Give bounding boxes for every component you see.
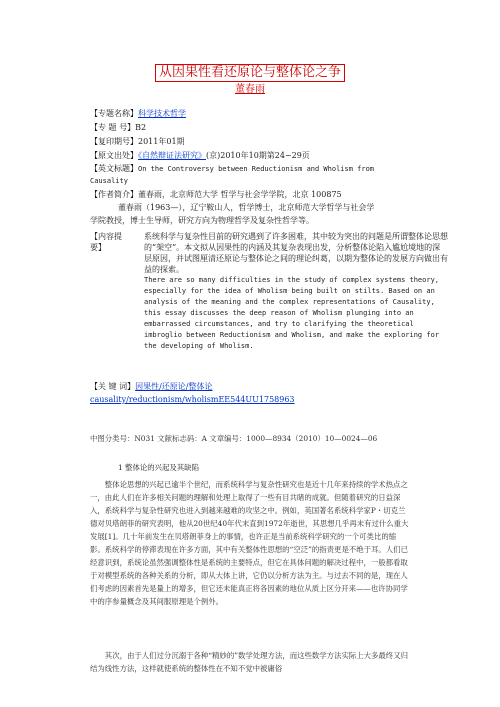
body-paragraph-1: 整体论思想的兴起已逾半个世纪，而系统科学与复杂性研究也是近十几年来持续的学术热点之一，由此人们在许多相关问题的理解和处理上取得了一些有目共睹的成就。但随着研究的日益深入，系统科学与复杂性研究也进入到越来越难的攻坚之中。例如，英国著名系统科学家P・切克兰德对贝塔朗菲的研究表明，他从20世纪40年代末直到1972年逝世，其思想几乎再未有过什么重大发展[1]。几十年前发生在贝塔朗菲身上的事情，也许正是当前系统科学研究的一个可类比的缩影。系统科学的停滞表现在许多方面，其中有关整体性思想的“空泛”的指责更是不绝于耳。人们已经意识到，系统论虽然强调整体性是系统的主要特点，但它在具体问题的解决过程中，一般都看取于对模型系统的各种关系的分析，即从大体上讲，它仍以分析方法为主。与过去不同的是，现在人们考虑的因素首先是量上的增多，但它还未能真正将各因素的地位从质上区分开来——也许协同学中的序参量概念及其间服原理是个例外。	[90, 480, 409, 606]
meta-author	[90, 189, 446, 201]
article-author[interactable]: 董春雨	[235, 84, 265, 95]
abstract-label	[90, 231, 134, 253]
en-title-label: 【英文标题】	[90, 164, 138, 173]
source-journal-link[interactable]: 《自然辩证法研究》	[138, 151, 206, 160]
meta-code	[90, 122, 446, 134]
meta-keywords	[90, 381, 446, 393]
abstract-english: There are so many difficulties in the study of complex systems theory, especially for the idea of Wholism being built on stilts. Based on an analysis of the meaning and the complex representations of Causality, this essay discusses the deep reason of Wholism plunging into an embarrassed circumstances, and try to clarifying the theoretical imbroglio between Reductionism and Wholism, and make the exploring for the developing of Wholism.	[144, 276, 440, 350]
author-line2: 董春雨（1963—），辽宁鞍山人，哲学博士，北京师范大学哲学与社会学	[118, 203, 375, 212]
date-label: 【复印期号】	[90, 137, 138, 146]
keywords-label: 【关 键 词】	[90, 382, 136, 391]
meta-topic	[90, 108, 446, 120]
source-label: 【原文出处】	[90, 151, 138, 160]
topic-label: 【专题名称】	[90, 109, 138, 118]
meta-keywords-en	[90, 394, 446, 406]
keywords-en-link[interactable]: causality/reductionism/wholismEE544UU1758963	[90, 395, 295, 404]
code-value: B2	[135, 123, 147, 132]
title-container	[0, 61, 500, 82]
classification-line: 中图分类号：N031 文献标志码：A 文章编号：1000—8934（2010）10—0024—06	[90, 434, 378, 443]
topic-link[interactable]: 科学技术哲学	[138, 109, 186, 118]
source-rest: (京)2010年10期第24~29页	[206, 151, 310, 160]
article-title: 从因果性看还原论与整体论之争	[155, 64, 345, 82]
meta-source	[90, 150, 446, 162]
abstract-label-line1: 【内容提	[90, 232, 122, 241]
keywords-cn-link[interactable]: 因果性/还原论/整体论	[135, 382, 213, 391]
meta-date	[90, 136, 446, 148]
date-value: 2011年01期	[138, 137, 185, 146]
author-line1: 董春雨，北京师范大学 哲学与社会学学院，北京 100875	[138, 190, 342, 199]
en-title-line1: On the Controversy between Reductionism and Wholism from	[138, 165, 375, 173]
body-paragraph-2: 其次，由于人们过分沉溺于各种“精妙的”数学处理方法，而这些数学方法实际上大多最终又归结为线性方法，这样就使系统的整体性在不知不觉中被庸俗	[90, 651, 408, 673]
author-line3: 学院教授，博士生导师，研究方向为物理哲学及复杂性哲学等。	[90, 216, 314, 225]
code-label: 【专 题 号】	[90, 123, 136, 132]
en-title-line2: Causality	[90, 177, 128, 185]
section-title: 1 整体论的兴起及其缺陷	[118, 463, 199, 472]
meta-en-title	[90, 163, 446, 175]
abstract-label-line2: 要】	[90, 243, 106, 252]
author-label: 【作者简介】	[90, 190, 138, 199]
abstract-text	[144, 231, 448, 352]
abstract-chinese: 系统科学与复杂性目前的研究遇到了许多困难，其中较为突出的问题是所谓整体论思想的“架空”。本文拟从因果性的内涵及其复杂表现出发，分析整体论陷入尴尬境地的深层原因，并试图厘清还原论与整体论之间的理论纠葛，以期为整体论的发展方向做出有益的探索。	[144, 232, 448, 274]
